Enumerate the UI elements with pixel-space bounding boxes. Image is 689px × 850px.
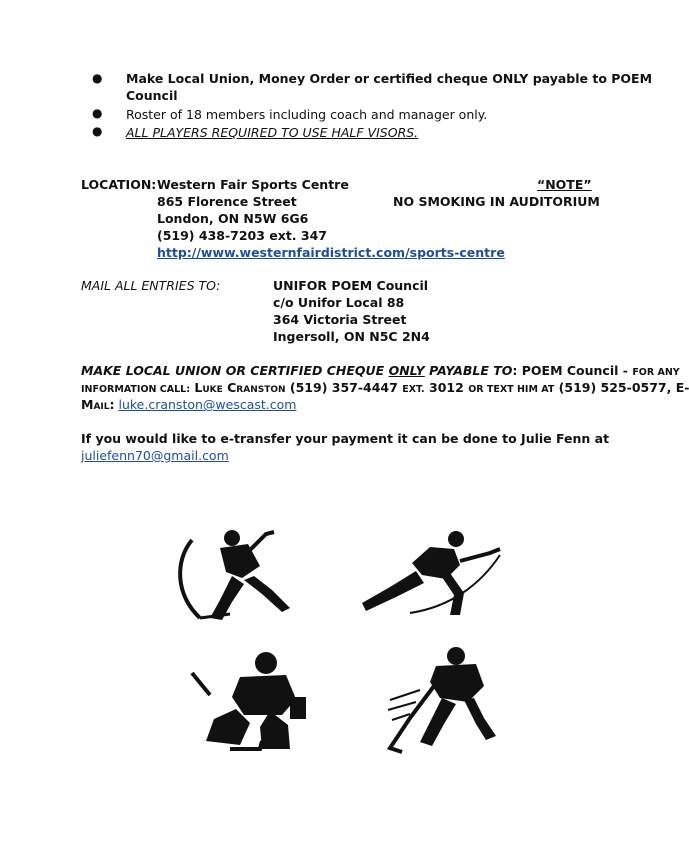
mail-line-3: 364 Victoria Street [273,312,407,327]
mail-line-2: c/o Unifor Local 88 [273,295,405,310]
payment-mail-label: Mail: [81,397,115,412]
bullet-1-line2: Council [126,88,178,103]
payment-ext: EXT. [402,384,425,395]
hockey-goalie-icon [170,645,320,755]
etransfer-email-link[interactable]: juliefenn70@gmail.com [81,448,229,463]
note-title: “NOTE” [537,177,592,192]
bullet-1-line1: Make Local Union, Money Order or certified cheque ONLY payable to POEM [126,71,653,86]
payment-for-any: FOR ANY [632,367,680,378]
bullet-3: ALL PLAYERS REQUIRED TO USE HALF VISORS. [126,125,419,140]
location-url-link[interactable]: http://www.westernfairdistrict.com/sports-centre [157,245,505,260]
location-name: Western Fair Sports Centre [157,177,349,192]
payment-part3: : POEM Council - [512,363,633,378]
payment-or-text: OR TEXT HIM AT [468,384,555,395]
bullet-dot: ● [92,124,103,138]
bullet-dot: ● [92,71,103,85]
bullet-2: Roster of 18 members including coach and manager only. [126,107,488,122]
location-city: London, ON N5W 6G6 [157,211,309,226]
payment-line-3 [81,396,296,413]
mail-line-4: Ingersoll, ON N5C 2N4 [273,329,430,344]
payment-phone1: (519) 357-4447 [289,380,398,395]
payment-email-link[interactable]: luke.cranston@wescast.com [118,397,297,412]
note-text: NO SMOKING IN AUDITORIUM [393,194,600,209]
mail-line-1: UNIFOR POEM Council [273,278,429,293]
hockey-player-slapshot-icon [170,520,320,625]
etransfer-text: If you would like to e-transfer your payment it can be done to Julie Fenn at [81,431,610,446]
payment-ext-num: 3012 [429,380,464,395]
payment-luke: Luke Cranston [194,380,286,395]
payment-info-call: INFORMATION CALL: [81,384,191,395]
hockey-player-skating-icon [350,525,510,620]
hockey-player-stickhandling-icon [380,640,520,760]
payment-e-part: E- [675,380,689,395]
payment-only: ONLY [388,363,425,378]
location-street: 865 Florence Street [157,194,297,209]
bullet-dot: ● [92,106,103,120]
payment-phone2: (519) 525-0577, [558,380,672,395]
location-label: LOCATION: [81,177,157,192]
payment-part1: MAKE LOCAL UNION OR CERTIFIED CHEQUE [81,363,389,378]
payment-part2: PAYABLE TO [424,363,513,378]
mail-label: MAIL ALL ENTRIES TO: [81,278,221,293]
location-phone: (519) 438-7203 ext. 347 [157,228,328,243]
